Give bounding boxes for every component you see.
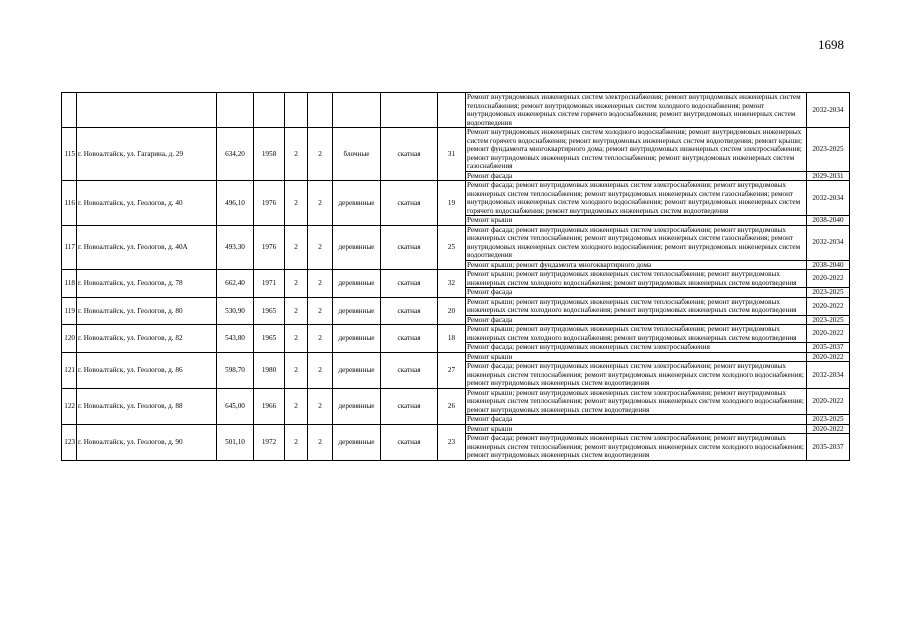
roof-type-cell: скатная bbox=[381, 225, 438, 270]
work-description-cell: Ремонт крыши; ремонт фундамента многоквартирного дома bbox=[466, 260, 807, 270]
wall-material-cell: деревянные bbox=[333, 297, 381, 325]
area-cell bbox=[217, 93, 254, 128]
year-built-cell bbox=[254, 93, 285, 128]
work-period-cell: 2020-2022 bbox=[807, 424, 850, 434]
roof-type-cell: скатная bbox=[381, 352, 438, 388]
roof-type-cell: скатная bbox=[381, 325, 438, 353]
area-cell: 501,10 bbox=[217, 424, 254, 460]
year-built-cell: 1958 bbox=[254, 128, 285, 181]
work-description-cell: Ремонт крыши bbox=[466, 216, 807, 226]
work-description-cell: Ремонт фасада; ремонт внутридомовых инженерных систем электроснабжения; ремонт внутридомовых инженерных систем теплоснабжения; ремонт внутридомовых инженерных систем газоснабжения; ремонт внутридомовых инженерных систем холодного водоснабжения; ремонт внутридомовых инженерных систем водоотведения bbox=[466, 225, 807, 260]
year-built-cell: 1972 bbox=[254, 424, 285, 460]
address-cell bbox=[77, 93, 217, 128]
work-period-cell: 2020-2022 bbox=[807, 388, 850, 415]
address-cell: г. Новоалтайск, ул. Геологов, д. 78 bbox=[77, 270, 217, 298]
entrances-cell: 2 bbox=[308, 297, 333, 325]
work-description-cell: Ремонт крыши; ремонт внутридомовых инженерных систем теплоснабжения; ремонт внутридомовых инженерных систем холодного водоснабжения; ремонт внутридомовых инженерных систем водоотведения bbox=[466, 297, 807, 315]
apartments-cell: 18 bbox=[438, 325, 466, 353]
row-number-cell: 116 bbox=[62, 181, 77, 226]
area-cell: 634,20 bbox=[217, 128, 254, 181]
entrances-cell bbox=[308, 93, 333, 128]
table-row bbox=[62, 352, 850, 362]
address-cell: г. Новоалтайск, ул. Геологов, д. 40 bbox=[77, 181, 217, 226]
year-built-cell: 1971 bbox=[254, 270, 285, 298]
address-cell: г. Новоалтайск, ул. Геологов, д. 90 bbox=[77, 424, 217, 460]
work-period-cell: 2023-2025 bbox=[807, 128, 850, 172]
roof-type-cell: скатная bbox=[381, 128, 438, 181]
work-period-cell: 2023-2025 bbox=[807, 315, 850, 325]
table-row bbox=[62, 424, 850, 434]
table-body bbox=[62, 93, 850, 461]
floors-cell: 2 bbox=[285, 325, 308, 353]
work-period-cell: 2020-2022 bbox=[807, 352, 850, 362]
table-row bbox=[62, 388, 850, 415]
row-number-cell: 119 bbox=[62, 297, 77, 325]
apartments-cell: 32 bbox=[438, 270, 466, 298]
address-cell: г. Новоалтайск, ул. Геологов, д. 80 bbox=[77, 297, 217, 325]
apartments-cell: 19 bbox=[438, 181, 466, 226]
apartments-cell: 26 bbox=[438, 388, 466, 424]
wall-material-cell: деревянные bbox=[333, 325, 381, 353]
entrances-cell: 2 bbox=[308, 225, 333, 270]
wall-material-cell: деревянные bbox=[333, 225, 381, 270]
roof-type-cell: скатная bbox=[381, 297, 438, 325]
row-number-cell bbox=[62, 93, 77, 128]
work-period-cell: 2035-2037 bbox=[807, 343, 850, 353]
work-period-cell: 2023-2025 bbox=[807, 288, 850, 298]
entrances-cell: 2 bbox=[308, 424, 333, 460]
work-period-cell: 2029-2031 bbox=[807, 171, 850, 181]
wall-material-cell: деревянные bbox=[333, 388, 381, 424]
row-number-cell: 117 bbox=[62, 225, 77, 270]
table-row bbox=[62, 225, 850, 260]
work-description-cell: Ремонт внутридомовых инженерных систем электроснабжения; ремонт внутридомовых инженерных систем теплоснабжения; ремонт внутридомовых инженерных систем холодного водоснабжения; ремонт внутридомовых инженерных систем горячего водоснабжения; ремонт внутридомовых инженерных систем водоотведения bbox=[466, 93, 807, 128]
work-period-cell: 2038-2040 bbox=[807, 260, 850, 270]
entrances-cell: 2 bbox=[308, 128, 333, 181]
floors-cell: 2 bbox=[285, 424, 308, 460]
wall-material-cell: деревянные bbox=[333, 270, 381, 298]
row-number-cell: 121 bbox=[62, 352, 77, 388]
work-description-cell: Ремонт крыши bbox=[466, 352, 807, 362]
work-period-cell: 2038-2040 bbox=[807, 216, 850, 226]
work-period-cell: 2032-2034 bbox=[807, 181, 850, 216]
work-period-cell: 2032-2034 bbox=[807, 225, 850, 260]
area-cell: 662,40 bbox=[217, 270, 254, 298]
row-number-cell: 118 bbox=[62, 270, 77, 298]
work-description-cell: Ремонт фасада; ремонт внутридомовых инженерных систем электроснабжения; ремонт внутридомовых инженерных систем теплоснабжения; ремонт внутридомовых инженерных систем газоснабжения; ремонт внутридомовых инженерных систем холодного водоснабжения; ремонт внутридомовых инженерных систем горячего водоснабжения; ремонт внутридомовых инженерных систем водоотведения bbox=[466, 181, 807, 216]
roof-type-cell: скатная bbox=[381, 270, 438, 298]
work-description-cell: Ремонт крыши; ремонт внутридомовых инженерных систем электроснабжения; ремонт внутридомовых инженерных систем теплоснабжения; ремонт внутридомовых инженерных систем холодного водоснабжения; ремонт внутридомовых инженерных систем водоотведения bbox=[466, 388, 807, 415]
work-description-cell: Ремонт фасада bbox=[466, 415, 807, 425]
year-built-cell: 1965 bbox=[254, 325, 285, 353]
entrances-cell: 2 bbox=[308, 352, 333, 388]
address-cell: г. Новоалтайск, ул. Геологов, д. 88 bbox=[77, 388, 217, 424]
roof-type-cell bbox=[381, 93, 438, 128]
area-cell: 493,30 bbox=[217, 225, 254, 270]
work-description-cell: Ремонт крыши; ремонт внутридомовых инженерных систем теплоснабжения; ремонт внутридомовых инженерных систем холодного водоснабжения; ремонт внутридомовых инженерных систем водоотведения bbox=[466, 270, 807, 288]
work-description-cell: Ремонт крыши bbox=[466, 424, 807, 434]
floors-cell: 2 bbox=[285, 270, 308, 298]
apartments-cell: 31 bbox=[438, 128, 466, 181]
floors-cell: 2 bbox=[285, 297, 308, 325]
floors-cell: 2 bbox=[285, 352, 308, 388]
work-period-cell: 2035-2037 bbox=[807, 434, 850, 461]
apartments-cell bbox=[438, 93, 466, 128]
address-cell: г. Новоалтайск, ул. Геологов, д. 82 bbox=[77, 325, 217, 353]
entrances-cell: 2 bbox=[308, 325, 333, 353]
wall-material-cell: блочные bbox=[333, 128, 381, 181]
year-built-cell: 1966 bbox=[254, 388, 285, 424]
floors-cell: 2 bbox=[285, 225, 308, 270]
table-row bbox=[62, 270, 850, 288]
table-row bbox=[62, 297, 850, 315]
work-period-cell: 2023-2025 bbox=[807, 415, 850, 425]
work-description-cell: Ремонт крыши; ремонт внутридомовых инженерных систем теплоснабжения; ремонт внутридомовых инженерных систем холодного водоснабжения; ремонт внутридомовых инженерных систем водоотведения bbox=[466, 325, 807, 343]
year-built-cell: 1976 bbox=[254, 181, 285, 226]
table-row bbox=[62, 325, 850, 343]
area-cell: 645,00 bbox=[217, 388, 254, 424]
work-description-cell: Ремонт фасада bbox=[466, 171, 807, 181]
row-number-cell: 120 bbox=[62, 325, 77, 353]
wall-material-cell bbox=[333, 93, 381, 128]
work-description-cell: Ремонт фасада bbox=[466, 315, 807, 325]
row-number-cell: 123 bbox=[62, 424, 77, 460]
table-row bbox=[62, 181, 850, 216]
page-number: 1698 bbox=[818, 37, 844, 52]
address-cell: г. Новоалтайск, ул. Геологов, д. 40А bbox=[77, 225, 217, 270]
table-row bbox=[62, 128, 850, 172]
table-row bbox=[62, 93, 850, 128]
area-cell: 530,90 bbox=[217, 297, 254, 325]
roof-type-cell: скатная bbox=[381, 424, 438, 460]
entrances-cell: 2 bbox=[308, 181, 333, 226]
work-period-cell: 2020-2022 bbox=[807, 297, 850, 315]
year-built-cell: 1976 bbox=[254, 225, 285, 270]
entrances-cell: 2 bbox=[308, 270, 333, 298]
address-cell: г. Новоалтайск, ул. Геологов, д. 86 bbox=[77, 352, 217, 388]
floors-cell: 2 bbox=[285, 128, 308, 181]
repair-schedule-table bbox=[61, 92, 850, 461]
work-period-cell: 2032-2034 bbox=[807, 93, 850, 128]
floors-cell bbox=[285, 93, 308, 128]
year-built-cell: 1980 bbox=[254, 352, 285, 388]
work-description-cell: Ремонт внутридомовых инженерных систем холодного водоснабжения; ремонт внутридомовых инженерных систем горячего водоснабжения; ремонт внутридомовых инженерных систем водоотведения; ремонт крыши; ремонт фундамента многоквартирного дома; ремонт внутридомовых инженерных систем электроснабжения; ремонт внутридомовых инженерных систем теплоснабжения; ремонт внутридомовых инженерных систем газоснабжения bbox=[466, 128, 807, 172]
area-cell: 496,10 bbox=[217, 181, 254, 226]
apartments-cell: 27 bbox=[438, 352, 466, 388]
work-description-cell: Ремонт фасада bbox=[466, 288, 807, 298]
work-period-cell: 2020-2022 bbox=[807, 270, 850, 288]
work-description-cell: Ремонт фасада; ремонт внутридомовых инженерных систем электроснабжения; ремонт внутридомовых инженерных систем теплоснабжения; ремонт внутридомовых инженерных систем холодного водоснабжения; ремонт внутридомовых инженерных систем водоотведения bbox=[466, 362, 807, 389]
row-number-cell: 115 bbox=[62, 128, 77, 181]
wall-material-cell: деревянные bbox=[333, 352, 381, 388]
roof-type-cell: скатная bbox=[381, 388, 438, 424]
address-cell: г. Новоалтайск, ул. Гагарина, д. 29 bbox=[77, 128, 217, 181]
work-period-cell: 2020-2022 bbox=[807, 325, 850, 343]
year-built-cell: 1965 bbox=[254, 297, 285, 325]
work-description-cell: Ремонт фасада; ремонт внутридомовых инженерных систем электроснабжения; ремонт внутридомовых инженерных систем теплоснабжения; ремонт внутридомовых инженерных систем холодного водоснабжения; ремонт внутридомовых инженерных систем водоотведения bbox=[466, 434, 807, 461]
row-number-cell: 122 bbox=[62, 388, 77, 424]
entrances-cell: 2 bbox=[308, 388, 333, 424]
work-period-cell: 2032-2034 bbox=[807, 362, 850, 389]
floors-cell: 2 bbox=[285, 388, 308, 424]
apartments-cell: 25 bbox=[438, 225, 466, 270]
apartments-cell: 20 bbox=[438, 297, 466, 325]
roof-type-cell: скатная bbox=[381, 181, 438, 226]
work-description-cell: Ремонт фасада; ремонт внутридомовых инженерных систем электроснабжения bbox=[466, 343, 807, 353]
area-cell: 543,80 bbox=[217, 325, 254, 353]
floors-cell: 2 bbox=[285, 181, 308, 226]
wall-material-cell: деревянные bbox=[333, 181, 381, 226]
apartments-cell: 23 bbox=[438, 424, 466, 460]
area-cell: 598,70 bbox=[217, 352, 254, 388]
wall-material-cell: деревянные bbox=[333, 424, 381, 460]
